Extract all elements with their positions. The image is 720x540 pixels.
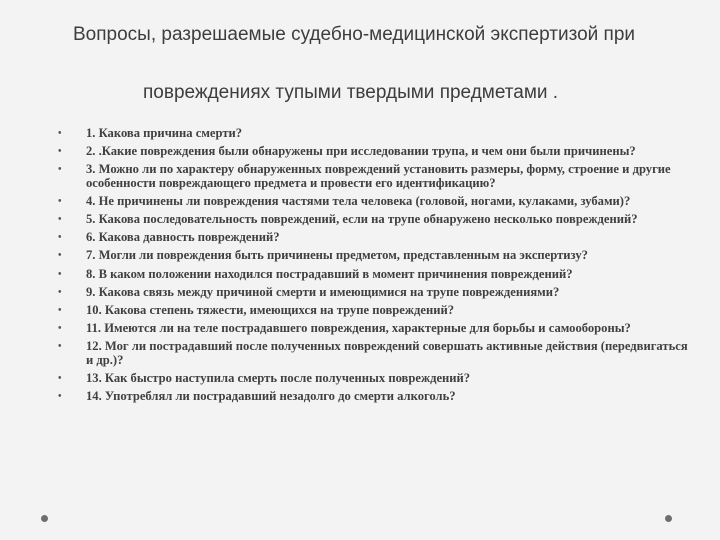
question-text: 11. Имеются ли на теле пострадавшего повреждения, характерные для борьбы и самообороны?	[86, 321, 631, 336]
question-text: 5. Какова последовательность повреждений, если на трупе обнаружено несколько повреждений?	[86, 212, 638, 227]
question-text: 4. Не причинены ли повреждения частями тела человека (головой, ногами, кулаками, зубами)?	[86, 193, 631, 208]
question-text: 12. Мог ли пострадавший после полученных повреждений совершать активные действия (передвигаться и др.)?	[86, 339, 688, 367]
bullet-icon: •	[58, 341, 62, 353]
question-text: 9. Какова связь между причиной смерти и имеющимися на трупе повреждениями?	[86, 284, 560, 299]
question-item	[56, 372, 696, 385]
question-list	[56, 127, 696, 408]
question-item	[56, 304, 696, 317]
bullet-icon: •	[58, 214, 62, 226]
question-item	[56, 390, 696, 403]
question-text: 3. Можно ли по характеру обнаруженных повреждений установить размеры, форму, строение и другие особенности повреждающего предмета и провести его идентификацию?	[86, 162, 671, 190]
question-item	[56, 127, 696, 140]
bullet-icon: •	[58, 391, 62, 403]
question-text: 2. .Какие повреждения были обнаружены при исследовании трупа, и чем они были причинены?	[86, 144, 636, 159]
bullet-icon: •	[58, 146, 62, 158]
question-item	[56, 195, 696, 208]
question-text: 1. Какова причина смерти?	[86, 126, 243, 140]
slide-title-line-1: Вопросы, разрешаемые судебно-медицинской экспертизой при	[73, 24, 636, 45]
question-item	[56, 163, 696, 189]
question-text: 13. Как быстро наступила смерть после полученных повреждений?	[86, 370, 471, 385]
bullet-icon: •	[58, 323, 62, 335]
bullet-icon: •	[58, 250, 62, 262]
question-text: 6. Какова давность повреждений?	[86, 230, 280, 245]
bullet-icon: •	[58, 305, 62, 317]
bullet-icon: •	[58, 372, 62, 384]
question-text: 8. В каком положении находился пострадавший в момент причинения повреждений?	[86, 266, 573, 281]
bullet-icon: •	[58, 164, 62, 176]
question-item	[56, 249, 696, 262]
question-item	[56, 213, 696, 226]
bullet-icon: •	[58, 195, 62, 207]
question-item	[56, 286, 696, 299]
bullet-icon: •	[58, 268, 62, 280]
slide-title-line-2: повреждениях тупыми твердыми предметами .	[143, 82, 559, 103]
bullet-icon: •	[58, 286, 62, 298]
question-item	[56, 268, 696, 281]
question-text: 7. Могли ли повреждения быть причинены предметом, представленным на экспертизу?	[86, 248, 588, 263]
previous-slide-dot[interactable]	[41, 515, 48, 522]
question-text: 10. Какова степень тяжести, имеющихся на трупе повреждений?	[86, 303, 455, 318]
question-item	[56, 145, 696, 158]
question-item	[56, 322, 696, 335]
bullet-icon: •	[58, 232, 62, 244]
question-text: 14. Употреблял ли пострадавший незадолго до смерти алкоголь?	[86, 389, 456, 404]
question-item	[56, 231, 696, 244]
bullet-icon: •	[58, 128, 62, 139]
next-slide-dot[interactable]	[665, 515, 672, 522]
question-item	[56, 340, 696, 366]
